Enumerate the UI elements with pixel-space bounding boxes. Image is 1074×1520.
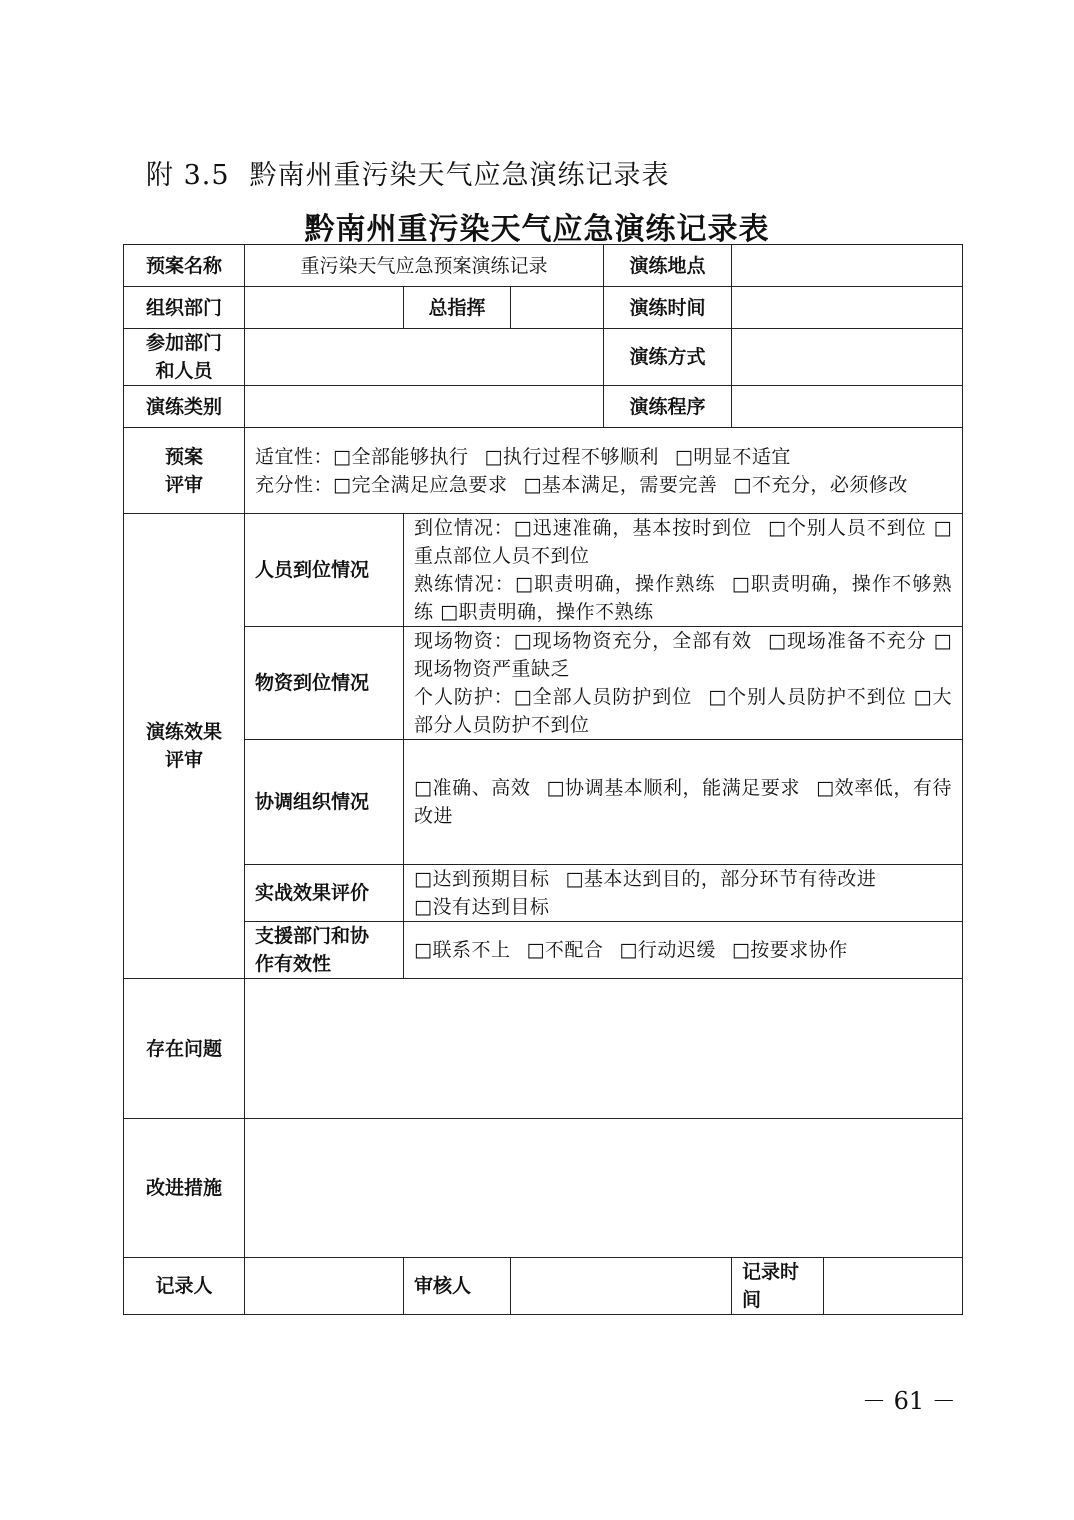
- row-plan-name: [124, 245, 963, 287]
- participants-label-line-2: 和人员: [155, 360, 213, 382]
- issues-value[interactable]: [245, 979, 963, 1119]
- sufficiency-prefix: 充分性：: [255, 473, 334, 496]
- skill-option-skilled[interactable]: □职责明确，操作熟练: [514, 573, 716, 595]
- effect-review-label: [124, 514, 245, 979]
- skill-option-unskilled[interactable]: □职责明确，操作不熟练: [440, 601, 654, 623]
- plan-review-label-line-1: 预案: [164, 445, 203, 468]
- document-title: 黔南州重污染天气应急演练记录表: [304, 212, 770, 247]
- method-value[interactable]: [732, 329, 963, 386]
- org-dept-value[interactable]: [245, 287, 404, 329]
- row-personnel: [124, 514, 963, 627]
- onsite-option-severe-lack[interactable]: □现场物资严重缺乏: [414, 630, 953, 680]
- support-content: [404, 922, 963, 979]
- participants-value[interactable]: [245, 329, 604, 386]
- personnel-label: 人员到位情况: [245, 514, 404, 627]
- sufficiency-option-insufficient[interactable]: □不充分，必须修改: [733, 473, 908, 496]
- category-value[interactable]: [245, 386, 604, 428]
- record-time-label: 记录时间: [732, 1258, 824, 1315]
- support-option-cooperative[interactable]: □按要求协作: [731, 939, 848, 961]
- support-option-no-contact[interactable]: □联系不上: [414, 939, 511, 961]
- arrival-option-on-time[interactable]: □迅速准确，基本按时到位: [513, 517, 753, 539]
- row-footer: [124, 1258, 963, 1315]
- arrival-prefix: 到位情况：: [414, 517, 514, 539]
- row-participants: [124, 329, 963, 386]
- improvements-label: 改进措施: [124, 1119, 245, 1258]
- effect-review-label-line-1: 演练效果: [145, 721, 222, 743]
- support-label-line-2: 作有效性: [255, 953, 332, 975]
- protection-option-some-missing[interactable]: □个别人员防护不到位: [708, 686, 907, 708]
- combat-label: 实战效果评价: [245, 865, 404, 922]
- drill-record-table: [123, 244, 963, 1315]
- category-label: 演练类别: [124, 386, 245, 428]
- protection-prefix: 个人防护：: [414, 686, 514, 708]
- effect-review-label-line-2: 评审: [164, 749, 203, 771]
- onsite-option-not-sufficient[interactable]: □现场准备不充分: [768, 630, 927, 652]
- suitability-prefix: 适宜性：: [255, 445, 334, 468]
- row-support: [124, 922, 963, 979]
- recorder-label: 记录人: [124, 1258, 245, 1315]
- org-dept-label: 组织部门: [124, 287, 245, 329]
- plan-name-value[interactable]: 重污染天气应急预案演练记录: [245, 245, 604, 287]
- issues-label: 存在问题: [124, 979, 245, 1119]
- row-org-dept: [124, 287, 963, 329]
- procedure-value[interactable]: [732, 386, 963, 428]
- time-value[interactable]: [732, 287, 963, 329]
- arrival-option-key-absent[interactable]: □重点部位人员不到位: [414, 517, 953, 567]
- row-plan-review: [124, 428, 963, 514]
- combat-option-achieved[interactable]: □达到预期目标: [414, 868, 550, 890]
- recorder-value[interactable]: [245, 1258, 404, 1315]
- procedure-label: 演练程序: [604, 386, 732, 428]
- coordination-option-efficient[interactable]: □准确、高效: [414, 777, 531, 799]
- support-label: [245, 922, 404, 979]
- row-materials: [124, 627, 963, 740]
- appendix-heading: [146, 153, 670, 192]
- plan-review-content: [245, 428, 963, 514]
- row-category: [124, 386, 963, 428]
- page-number: － 61 －: [862, 1387, 956, 1415]
- appendix-number: 附 3.5: [146, 160, 230, 191]
- row-combat: [124, 865, 963, 922]
- personnel-content: [404, 514, 963, 627]
- materials-label: 物资到位情况: [245, 627, 404, 740]
- row-improvements: [124, 1119, 963, 1258]
- plan-name-label: 预案名称: [124, 245, 245, 287]
- coordination-content: [404, 740, 963, 865]
- coordination-option-smooth[interactable]: □协调基本顺利，能满足要求: [546, 777, 801, 799]
- suitability-option-not-smooth[interactable]: □执行过程不够顺利: [484, 445, 659, 468]
- sufficiency-option-full[interactable]: □完全满足应急要求: [333, 473, 508, 496]
- plan-review-label: [124, 428, 245, 514]
- location-value[interactable]: [732, 245, 963, 287]
- arrival-option-some-absent[interactable]: □个别人员不到位: [768, 517, 927, 539]
- materials-content: [404, 627, 963, 740]
- onsite-option-sufficient[interactable]: □现场物资充分，全部有效: [513, 630, 753, 652]
- record-time-value[interactable]: [824, 1258, 963, 1315]
- coordination-label: 协调组织情况: [245, 740, 404, 865]
- reviewer-value[interactable]: [511, 1258, 732, 1315]
- appendix-title: 黔南州重污染天气应急演练记录表: [249, 160, 670, 191]
- skill-prefix: 熟练情况：: [414, 573, 515, 595]
- protection-option-all[interactable]: □全部人员防护到位: [513, 686, 693, 708]
- combat-content: [404, 865, 963, 922]
- commander-label: 总指挥: [404, 287, 511, 329]
- suitability-option-unsuitable[interactable]: □明显不适宜: [674, 445, 791, 468]
- support-label-line-1: 支援部门和协: [255, 925, 370, 947]
- combat-option-basic[interactable]: □基本达到目的，部分环节有待改进: [565, 868, 877, 890]
- commander-value[interactable]: [511, 287, 604, 329]
- method-label: 演练方式: [604, 329, 732, 386]
- protection-option-most-missing[interactable]: □大部分人员防护不到位: [414, 686, 953, 736]
- participants-label-line-1: 参加部门: [145, 332, 222, 354]
- participants-label: [124, 329, 245, 386]
- location-label: 演练地点: [604, 245, 732, 287]
- sufficiency-option-basic[interactable]: □基本满足，需要完善: [523, 473, 718, 496]
- support-option-slow[interactable]: □行动迟缓: [619, 939, 716, 961]
- suitability-option-all[interactable]: □全部能够执行: [333, 445, 469, 468]
- row-issues: [124, 979, 963, 1119]
- onsite-prefix: 现场物资：: [414, 630, 514, 652]
- coordination-option-low-efficiency[interactable]: □效率低，有待改进: [414, 777, 953, 827]
- support-option-uncooperative[interactable]: □不配合: [526, 939, 604, 961]
- plan-review-label-line-2: 评审: [164, 473, 203, 496]
- row-coordination: [124, 740, 963, 865]
- reviewer-label: 审核人: [404, 1258, 511, 1315]
- skill-option-not-skilled-enough[interactable]: □职责明确，操作不够熟练: [414, 573, 953, 623]
- suitability-line: [255, 443, 952, 471]
- combat-option-not-achieved[interactable]: □没有达到目标: [414, 896, 550, 918]
- sufficiency-line: [255, 471, 952, 499]
- improvements-value[interactable]: [245, 1119, 963, 1258]
- time-label: 演练时间: [604, 287, 732, 329]
